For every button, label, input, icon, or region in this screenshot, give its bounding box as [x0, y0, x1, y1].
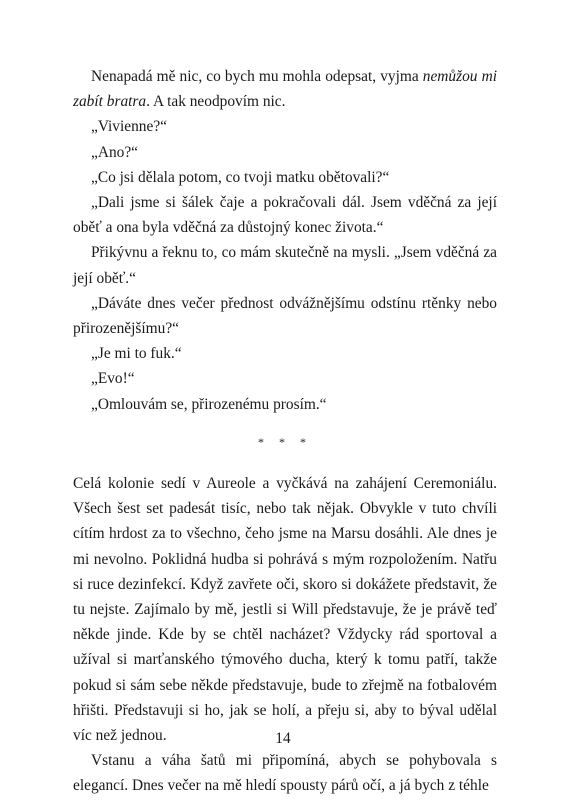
paragraph: Přikývnu a řeknu to, co mám skutečně na mysli. „Jsem vděčná za její oběť.“	[73, 244, 497, 287]
paragraph	[73, 64, 497, 114]
book-page-body	[73, 64, 497, 799]
dialogue-line: „Evo!“	[91, 370, 135, 388]
paragraph: Vstanu a váha šatů mi připomíná, abych se pohybovala s elegancí. Dnes večer na mě hledí spousty párů očí, a já bych z téhle	[73, 752, 497, 795]
dialogue-line: „Co jsi dělala potom, co tvoji matku obětovali?“	[91, 168, 390, 186]
dialogue-line: „Dáváte dnes večer přednost odvážnějšímu odstínu rtěnky nebo přirozenějšímu?“	[73, 294, 497, 338]
dialogue-line: „Omlouvám se, přirozenému prosím.“	[91, 395, 327, 413]
paragraph-text: . A tak neodpovím nic.	[146, 93, 286, 111]
page-number: 14	[275, 730, 291, 747]
dialogue-line: „Vivienne?“	[91, 118, 167, 136]
italic-text: nemůžou mi zabít bratra	[73, 68, 497, 111]
section-separator: * * *	[258, 434, 312, 449]
dialogue-line: „Ano?“	[91, 143, 138, 161]
paragraph: Celá kolonie sedí v Aureole a vyčkává na zahájení Ceremoniálu. Všech šest set padesát tisíc, nebo tak nějak. Obvykle v tuto chvíli cítím hrdost za to všechno, čeho jsme na Marsu dosáhli. Ale dnes je mi nevolno. Poklidná hudba si pohrává s mým rozpoložením. Natřu si ruce dezinfekcí. Když zavřete oči, skoro si dokážete představit, že tu nejste. Zajímalo by mě, jestli si Will představuje, že je právě teď někde jinde. Kde by se chtěl nacházet? Vždycky rád sportoval a užíval si marťanského týmového ducha, který k tomu patří, takže pokud si sám sebe někde představuje, bude to zřejmě na fotbalovém hřišti. Představuji si ho, jak se holí, a přeju si, aby to býval udělal víc než jednou.	[73, 475, 497, 745]
dialogue-line: „Je mi to fuk.“	[91, 345, 182, 363]
dialogue-line: „Dali jsme si šálek čaje a pokračovali dál. Jsem vděčná za její oběť a ona byla vděčná za důstojný konec života.“	[73, 194, 497, 237]
paragraph-text: Nenapadá mě nic, co bych mu mohla odepsat, vyjma	[91, 68, 423, 85]
